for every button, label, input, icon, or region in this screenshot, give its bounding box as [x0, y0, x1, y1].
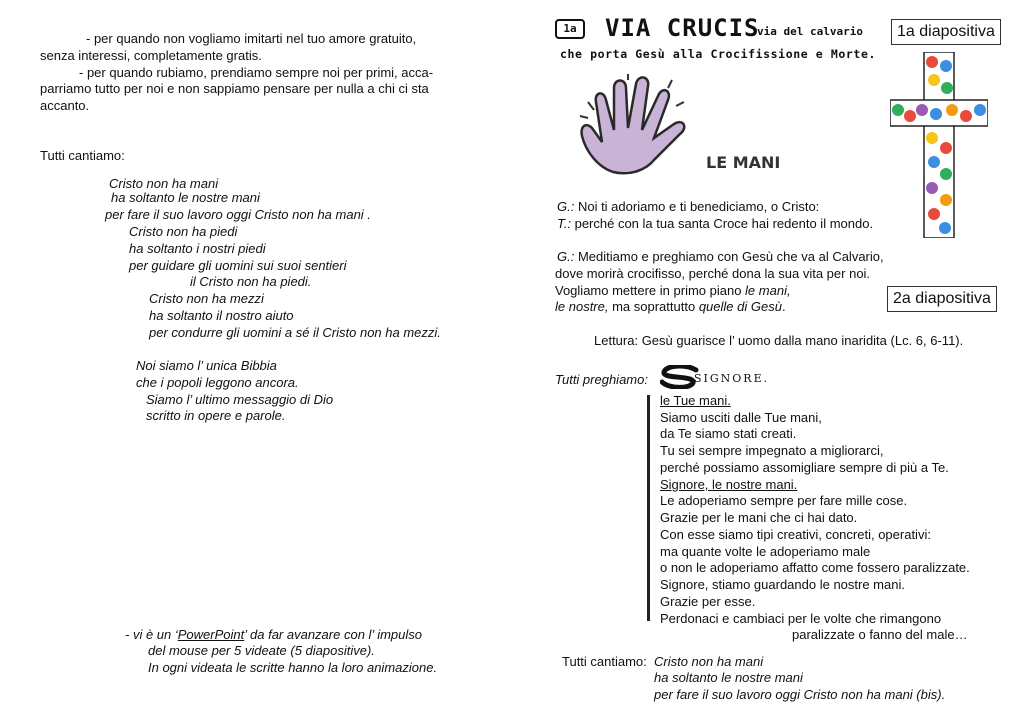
prayer-line: Signore, stiamo guardando le nostre mani.: [660, 577, 905, 592]
intro-line-1: - per quando non vogliamo imitarti nel tuo amore gratuito,: [86, 31, 417, 46]
powerpoint-note-line-3: In ogni videata le scritte hanno la loro animazione.: [148, 660, 438, 675]
prayer-line: Le adoperiamo sempre per fare mille cose.: [660, 493, 908, 508]
signore-logo-text: SIGNORE.: [694, 372, 770, 385]
g1-text: Noi ti adoriamo e ti benediciamo, o Cristo:: [574, 199, 820, 214]
prayer-line: Perdonaci e cambiaci per le volte che rimangono: [660, 611, 942, 626]
song-right-line: Cristo non ha mani: [654, 654, 764, 669]
prayer-line: ma quante volte le adoperiamo male: [660, 544, 871, 559]
slide-badge: 1a: [555, 19, 585, 39]
song-line: che i popoli leggono ancora.: [136, 375, 299, 390]
prayer-line: da Te siamo stati creati.: [660, 426, 797, 441]
g2-line-4: [555, 299, 786, 316]
song-line: Cristo non ha mani: [109, 176, 219, 191]
tutti-preghiamo-label: Tutti preghiamo:: [555, 372, 648, 387]
t1-text: perché con la tua santa Croce hai redento il mondo.: [570, 216, 874, 231]
g2-line-1: [557, 249, 884, 266]
g2-line-2: dove morirà crocifisso, perché dona la sua vita per noi.: [555, 266, 871, 281]
g2-rest: ma soprattutto: [608, 299, 699, 314]
hand-icon: [568, 72, 696, 178]
note-prefix: - vi è un ‘: [125, 627, 178, 642]
le-mani-heading: LE MANI: [706, 153, 781, 172]
prayer-line: Grazie per esse.: [660, 594, 756, 609]
prayer-divider: [647, 395, 650, 621]
prayer-line: o non le adoperiamo affatto come fossero paralizzate.: [660, 560, 970, 575]
song-line: Cristo non ha mezzi: [149, 291, 264, 306]
g2-text: Meditiamo e preghiamo con Gesù che va al Calvario,: [574, 249, 884, 264]
g2-italic-1: le mani,: [745, 283, 791, 298]
g1-line: [557, 199, 819, 216]
t1-line: [557, 216, 873, 233]
header-subtitle: che porta Gesù alla Crocifissione e Morte.: [560, 47, 876, 61]
song-line: il Cristo non ha piedi.: [190, 274, 312, 289]
song-line: Noi siamo l’ unica Bibbia: [136, 358, 277, 373]
intro-line-3: - per quando rubiamo, prendiamo sempre noi per primi, acca-: [79, 65, 434, 80]
tutti-cantiamo-heading: Tutti cantiamo:: [40, 148, 125, 163]
intro-line-5: accanto.: [40, 98, 90, 113]
prayer-line: le Tue mani.: [660, 393, 731, 408]
song-line: per guidare gli uomini sui suoi sentieri: [129, 258, 347, 273]
intro-line-2: senza interessi, completamente gratis.: [40, 48, 262, 63]
g2-end: .: [781, 299, 786, 314]
prayer-line: paralizzate o fanno del male…: [792, 627, 968, 642]
g2-italic-2: le nostre,: [555, 299, 609, 314]
prayer-line: Con esse siamo tipi creativi, concreti, operativi:: [660, 527, 931, 542]
song-right-line: ha soltanto le nostre mani: [654, 670, 803, 685]
g-label: G.:: [557, 199, 575, 214]
tutti-cantiamo-right-label: Tutti cantiamo:: [562, 654, 647, 669]
powerpoint-note-line-1: [125, 627, 422, 644]
via-crucis-title: VIA CRUCIS: [605, 14, 760, 42]
note-rest: ’ da far avanzare con l’ impulso: [244, 627, 423, 642]
intro-line-4: parriamo tutto per noi e non sappiamo pensare per nulla a chi ci sta: [40, 81, 429, 96]
song-line: scritto in opere e parole.: [146, 408, 286, 423]
song-line: Cristo non ha piedi: [129, 224, 238, 239]
song-line: ha soltanto il nostro aiuto: [149, 308, 294, 323]
prayer-line: Grazie per le mani che ci hai dato.: [660, 510, 858, 525]
prayer-line: Tu sei sempre impegnato a migliorarci,: [660, 443, 884, 458]
song-line: per condurre gli uomini a sé il Cristo non ha mezzi.: [149, 325, 441, 340]
prayer-line: Signore, le nostre mani.: [660, 477, 798, 492]
via-del-calvario-title: via del calvario: [757, 25, 863, 38]
g2-line-3: [555, 283, 791, 300]
cross-of-hands-icon: [890, 52, 988, 238]
powerpoint-link[interactable]: PowerPoint: [177, 627, 245, 642]
t-label: T.:: [557, 216, 571, 231]
slide-2-label: 2a diapositiva: [887, 286, 997, 312]
prayer-line: perché possiamo assomigliare sempre di più a Te.: [660, 460, 949, 475]
slide-1-label: 1a diapositiva: [891, 19, 1001, 45]
powerpoint-note-line-2: del mouse per 5 videate (5 diapositive).: [148, 643, 375, 658]
g2-line-3-text: Vogliamo mettere in primo piano: [555, 283, 746, 298]
signore-logo: [660, 365, 788, 389]
song-line: ha soltanto i nostri piedi: [129, 241, 266, 256]
lettura-line: Lettura: Gesù guarisce l’ uomo dalla mano inaridita (Lc. 6, 6-11).: [594, 333, 964, 348]
prayer-line: Siamo usciti dalle Tue mani,: [660, 410, 822, 425]
song-line: per fare il suo lavoro oggi Cristo non ha mani .: [105, 207, 371, 222]
song-right-line: per fare il suo lavoro oggi Cristo non ha mani (bis).: [654, 687, 946, 702]
song-line: Siamo l’ ultimo messaggio di Dio: [146, 392, 334, 407]
song-line: ha soltanto le nostre mani: [111, 190, 260, 205]
g2-italic-3: quelle di Gesù: [698, 299, 782, 314]
g-label: G.:: [557, 249, 575, 264]
